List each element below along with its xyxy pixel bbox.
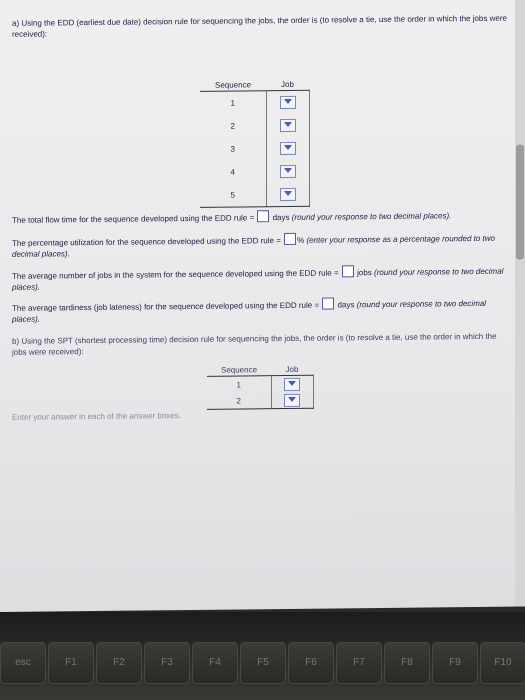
job-header: Job	[271, 364, 313, 376]
keyboard-key: F8	[384, 642, 430, 684]
keyboard-key: F1	[48, 642, 94, 684]
keyboard-key: F3	[144, 642, 190, 684]
avg-jobs-input[interactable]	[342, 265, 354, 277]
avg-jobs-hint: (round your response to two decimal places).	[12, 266, 504, 292]
spt-sequence-table	[207, 364, 314, 410]
scrollbar-thumb[interactable]	[516, 145, 524, 260]
job-dropdown[interactable]	[284, 393, 300, 406]
sequence-number: 1	[230, 98, 235, 108]
job-dropdown[interactable]	[280, 142, 296, 155]
keyboard-key: esc	[0, 642, 46, 684]
sequence-number: 2	[230, 121, 235, 131]
tardiness-hint: (round your response to two decimal places).	[12, 298, 487, 324]
keyboard-key: F6	[288, 642, 334, 684]
part-a-intro: a) Using the EDD (earliest due date) decision rule for sequencing the jobs, the order is (to resolve a tie, use the order in which the jobs were received):	[12, 13, 507, 39]
tardiness-label: The average tardiness (job lateness) for the sequence developed using the EDD rule =	[12, 300, 320, 313]
chevron-down-icon	[284, 122, 292, 127]
tardiness-unit: days	[337, 300, 355, 310]
utilization-hint: (enter your response as a percentage rounded to two decimal places).	[12, 233, 495, 259]
avg-jobs-question	[12, 264, 507, 293]
flow-time-input[interactable]	[257, 210, 269, 222]
sequence-number: 2	[207, 392, 271, 409]
chevron-down-icon	[284, 168, 292, 173]
part-b-intro: b) Using the SPT (shortest processing time) decision rule for sequencing the jobs, the order is (to resolve a tie, use the order in which the jobs were received):	[12, 331, 497, 357]
keyboard-key: F5	[240, 642, 286, 684]
tardiness-question	[12, 296, 507, 325]
keyboard-key: F4	[192, 642, 238, 684]
edd-sequence-table	[200, 79, 310, 208]
avg-jobs-unit: jobs	[357, 268, 372, 278]
sequence-number: 4	[230, 167, 235, 177]
utilization-question	[12, 231, 507, 260]
avg-jobs-label: The average number of jobs in the system for the sequence developed using the EDD rule =	[12, 268, 339, 281]
flow-time-question	[12, 208, 507, 226]
chevron-down-icon	[288, 380, 296, 385]
keyboard-key: F10	[480, 642, 525, 684]
tardiness-input[interactable]	[322, 297, 334, 309]
job-dropdown[interactable]	[280, 119, 296, 132]
flow-time-label: The total flow time for the sequence developed using the EDD rule =	[12, 213, 255, 225]
scrollbar[interactable]	[515, 0, 525, 607]
utilization-input[interactable]	[284, 233, 296, 245]
chevron-down-icon	[284, 145, 292, 150]
chevron-down-icon	[284, 191, 292, 196]
utilization-label: The percentage utilization for the sequence developed using the EDD rule =	[12, 236, 281, 248]
flow-time-unit: days	[272, 212, 290, 223]
keyboard-key: F7	[336, 642, 382, 684]
sequence-number: 5	[200, 183, 266, 207]
chevron-down-icon	[284, 99, 292, 104]
chevron-down-icon	[288, 396, 296, 401]
laptop-keyboard	[0, 612, 525, 700]
keyboard-key: F2	[96, 642, 142, 684]
job-dropdown[interactable]	[280, 188, 296, 201]
keyboard-key: F9	[432, 642, 478, 684]
job-header: Job	[266, 79, 309, 91]
job-dropdown[interactable]	[280, 165, 296, 178]
job-dropdown[interactable]	[284, 377, 300, 390]
sequence-header: Sequence	[207, 364, 271, 376]
sequence-header: Sequence	[200, 79, 266, 91]
sequence-number: 1	[236, 379, 241, 390]
sequence-number: 3	[230, 144, 235, 154]
job-dropdown[interactable]	[280, 96, 296, 109]
flow-time-hint: (round your response to two decimal places).	[291, 211, 452, 222]
footer-hint: Enter your answer in each of the answer boxes.	[12, 411, 181, 422]
utilization-unit: %	[297, 235, 305, 245]
